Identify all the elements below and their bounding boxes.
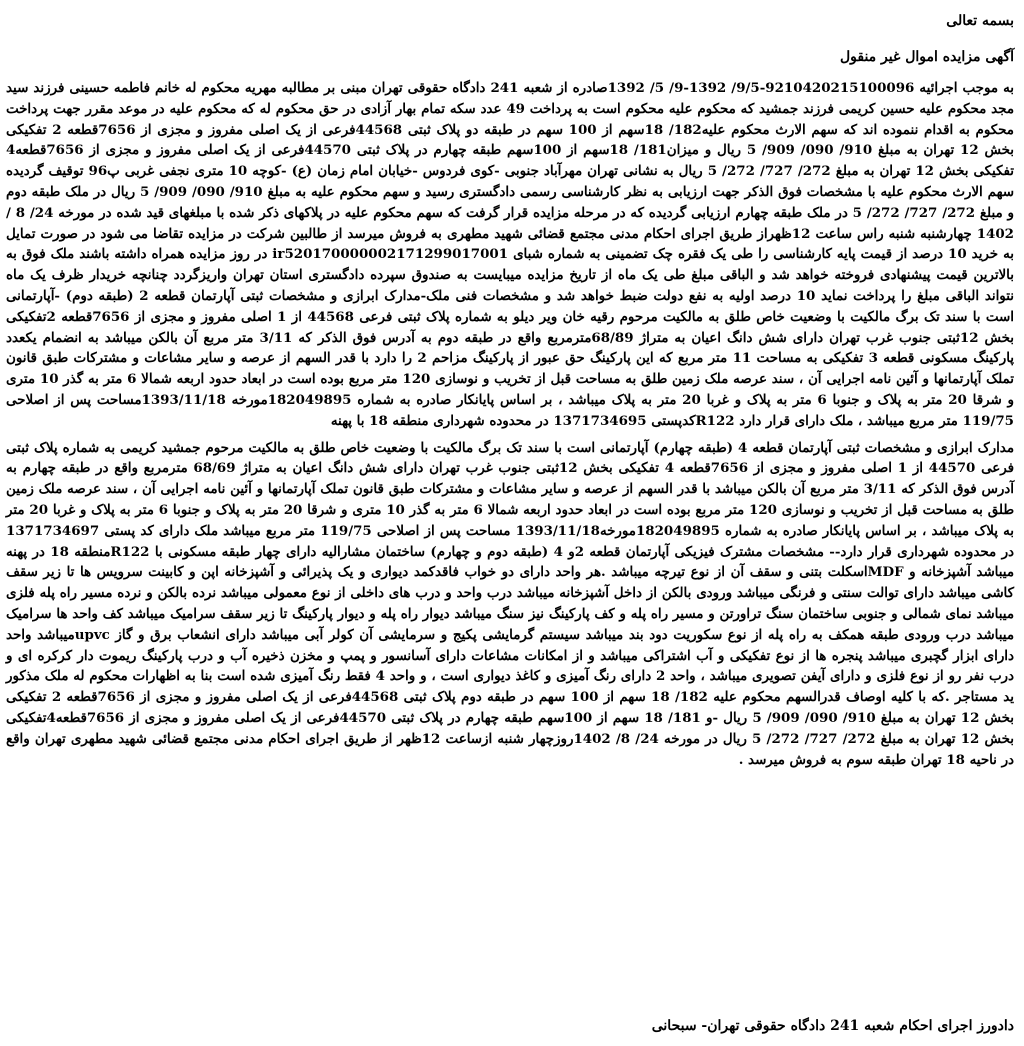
basmala-heading: بسمه تعالی [946,13,1014,29]
notice-title: آگهی مزایده اموال غیر منقول [839,49,1014,65]
signature-line: دادورز اجرای احکام شعبه 241 دادگاه حقوقی تهران- سبحانی [651,1018,1014,1034]
notice-paragraph-1: به موجب اجرائیه 9210420215100096-9/5/ 1392-9/ 5/ 1392صادره از شعبه 241 دادگاه حقوقی تهران مبنی بر مطالبه مهریه محکوم له خانم فاطمه حسینی فرزند سید مجد محکوم علیه حسین کریمی فرزند جمشید که محکوم علیه محکوم است به پرداخت 49 عدد سکه تمام بهار آزادی در حق محکوم له که محکوم علیه در موعد مقرر جهت پرداخت محکوم به اقدام ننموده اند که سهم الارث محکوم علیه182/ 18سهم از 100 سهم در طبقه دو پلاک ثبتی 44568فرعی از یک اصلی مفروز و مجزی از 7656قطعه 2 تفکیکی بخش 12 تهران به مبلغ 910/ 090/ 909/ 5 ریال و میزان181/ 18سهم از 100سهم طبقه چهارم در پلاک ثبتی 44570فرعی از یک اصلی مفروز و مجزی از 7656قطعه4 تفکیکی بخش 12 تهران به مبلغ 272/ 727/ 272/ 5 ریال به نشانی تهران مهرآباد جنوبی -کوی فردوس -خیابان امام زمان (ع) -کوچه 10 متری نجفی غربی پ96 توقیف گردیده سهم الارث محکوم علیه با مشخصات فوق الذکر جهت ارزیابی به نظر کارشناسی رسمی دادگستری رسید و سهم محکوم علیه به مبلغ 910/ 090/ 909/ 5 ریال در ملک طبقه دوم و مبلغ 272/ 727/ 272/ 5 در ملک طبقه چهارم ارزیابی گردیده که در مرحله مزایده قرار گرفت که سهم محکوم علیه در پلاکهای ذکر شده با مبلغهای قید شده در مورخه 24/ 8 / 1402 چهارشنبه شنبه راس ساعت 12ظهراز طریق اجرای احکام مدنی مجتمع قضائی شهید مطهری به فروش میرسد از طالبین شرکت در مزایده تقاضا می شود در صورت تمایل به خرید 10 درصد از قیمت پایه کارشناسی را طی یک فقره چک تضمینی به شماره شبای ir520170000002171299017001 در روز مزایده همراه داشته باشند ملک فوق به بالاترین قیمت پیشنهادی فروخته خواهد شد و الباقی مبلغ طی یک ماه از تاریخ مزایده میبایست به صندوق سپرده دادگستری استان تهران واریزگردد چنانچه خریدار ظرف یک ماه نتواند الباقی مبلغ را پرداخت نماید 10 درصد اولیه به نفع دولت ضبط خواهد شد و مشخصات فنی ملک-مدارک ابرازی و مشخصات ثبتی آپارتمان قطعه 2 (طبقه دوم) -آپارتمانی است با سند تک برگ مالکیت با وضعیت خاص طلق به مالکیت مرحوم رقیه خان ویر دیلو به شماره پلاک ثبتی فرعی 44568 از 1 اصلی مفروز و مجزی از 7656قطعه 2تفکیکی بخش 12ثبتی جنوب غرب تهران دارای شش دانگ اعیان به متراژ 68/89مترمربع واقع در طبقه دوم به آدرس فوق الذکر که 3/11 متر مربع آن بالکن میباشد به انضمام یکعدد پارکینگ مسکونی قطعه 3 تفکیکی به مساحت 11 متر مربع که این پارکینگ حق عبور از پارکینگ مزاحم 2 را دارد با قدر السهم از عرصه و سایر مشاعات و مشترکات طبق قانون تملک آپارتمانها و آئین نامه اجرایی آن ، سند عرصه ملک زمین طلق به مساحت قبل از تخریب و نوسازی 120 متر مربع بوده است در ابعاد حدود اربعه شمالا 6 متر به گذر 10 متری و شرقا 20 متر به پلاک و جنوبا 6 متر به پلاک و غربا 20 متر به پلاک میباشد ، بر اساس پایانکار صادره به شماره 182049895مورخه 1393/11/18مساحت پس از اصلاحی 119/75 متر مربع میباشد ، ملک دارای قرار دارد R122کدپستی 1371734695 در محدوده شهرداری منطقه 18 با پهنه [6,80,1015,429]
notice-page [6,4,1014,1046]
notice-paragraph-2: مدارک ابرازی و مشخصات ثبتی آپارتمان قطعه 4 (طبقه چهارم) آپارتمانی است با سند تک برگ مالکیت با وضعیت خاص طلق به مالکیت مرحوم جمشید کریمی به شماره پلاک ثبتی فرعی 44570 از 1 اصلی مفروز و مجزی از 7656قطعه 4 تفکیکی بخش 12ثبتی جنوب غرب تهران دارای شش دانگ اعیان به متراژ 68/69 مترمربع واقع در طبقه چهارم به آدرس فوق الذکر که 3/11 متر مربع آن بالکن میباشد با قدر السهم از عرصه و سایر مشاعات و مشترکات طبق قانون تملک آپارتمانها و آئین نامه اجرایی آن ، سند عرصه ملک زمین طلق به مساحت قبل از تخریب و نوسازی 120 متر مربع بوده است در ابعاد حدود اربعه شمالا 6 متر به گذر 10 متری و شرقا 20 متر به پلاک و جنوبا 6 متر به پلاک و غربا 20 متر به پلاک میباشد ، بر اساس پایانکار صادره به شماره 182049895مورخه1393/11/18 مساحت پس از اصلاحی 119/75 متر مربع میباشد ملک دارای کد پستی 1371734697 در محدوده شهرداری قرار دارد-- مشخصات مشترک فیزیکی آپارتمان قطعه 2و 4 (طبقه دوم و چهارم) ساختمان مشارالیه دارای چهار طبقه مسکونی با R122منطقه 18 در پهنه میباشد آشپزخانه و MDFاسکلت بتنی و سقف آن از نوع تیرچه میباشد .هر واحد دارای دو خواب فاقدکمد دیواری و یک پذیرائی و آشپزخانه اپن و کابینت سرویس ها تا زیر سقف کاشی میباشد دارای توالت سنتی و فرنگی میباشد ورودی بالکن از داخل آشپزخانه میباشد درب واحد و درب های داخلی از نوع معمولی میباشد نرده بالکن و نرده مسیر راه پله فلزی میباشد نمای شمالی و جنوبی ساختمان سنگ تراورتن و مسیر راه پله و کف پارکینگ نیز سنگ میباشد دیوار راه پله و دیوار پارکینگ تا زیر سقف سرامیک میباشد کف واحد ها سرامیک میباشد درب ورودی طبقه همکف به راه پله از نوع سکوریت دود بند میباشد سیستم گرمایشی پکیج و سرمایشی آن کولر آبی میباشد دارای انشعاب برق و گاز upvcمیباشد واحد دارای ابزار گچبری میباشد پنجره ها از نوع تفکیکی و آب اشتراکی میباشد و از امکانات مشاعات دارای آسانسور و پمپ و مخزن ذخیره آب و درب پارکینگ ریموت دار کرکره ای و درب نفر رو از نوع فلزی و دارای آیفن تصویری میباشد ، واحد 2 دارای رنگ آمیزی و کاغذ دیواری است ، و واحد 4 فقط رنگ آمیزی شده است بنا به اظهارات محکوم له ملک مذکور ید مستاجر .که با کلیه اوصاف قدرالسهم محکوم علیه 182/ 18 سهم از 100 سهم در طبقه دوم پلاک ثبتی 44568فرعی از یک اصلی مفروز و مجزی از 7656قطعه 2 تفکیکی بخش 12 تهران به مبلغ 910/ 090/ 909/ 5 ریال -و 181/ 18 سهم از 100سهم طبقه چهارم در پلاک ثبتی 44570فرعی از یک اصلی مفروز و مجزی از 7656قطعه4تفکیکی بخش 12 تهران به مبلغ 272/ 727/ 272/ 5 ریال در مورخه 24/ 8/ 1402روزچهار شنبه ازساعت 12ظهر از طریق اجرای احکام مدنی مجتمع قضائی شهید مطهری تهران واقع در ناحیه 18 تهران طبقه سوم به فروش میرسد . [6,439,1015,768]
